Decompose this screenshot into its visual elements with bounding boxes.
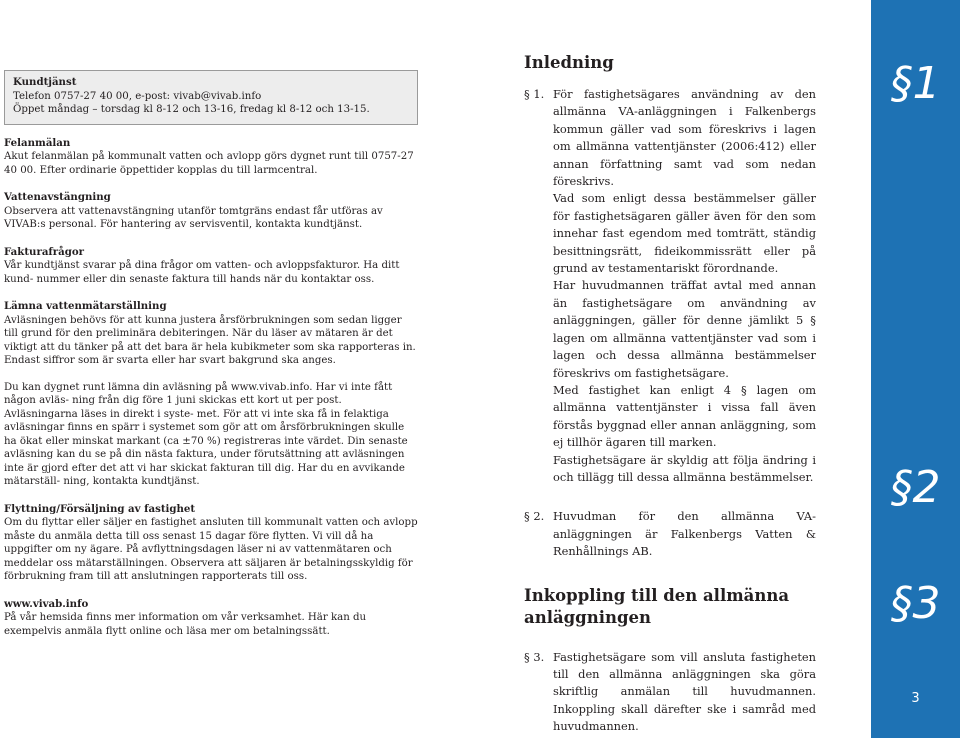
paragraph-2-number: § 2. xyxy=(524,509,545,524)
section-marker-2: §2 xyxy=(890,462,941,513)
regulations-column xyxy=(524,52,816,736)
water-shutoff-text: Observera att vattenavstängning utanför tomtgräns endast får utföras av VIVAB:s personal. För hantering av servisventil, kontakta kundtjänst. xyxy=(4,205,383,230)
page-number: 3 xyxy=(911,691,920,706)
website-text: På vår hemsida finns mer information om vår verksamhet. Här kan du exempelvis anmäla flytt online och läsa mer om betalningssätt. xyxy=(4,612,367,637)
section-sidebar xyxy=(871,0,960,738)
fault-report-heading: Felanmälan xyxy=(4,136,71,149)
paragraph-2 xyxy=(524,508,816,560)
paragraph-3-number: § 3. xyxy=(524,649,545,664)
paragraph-1-text-5: Fastighetsägare är skyldig att följa ändring i och tillägg till dessa allmänna bestämmelser. xyxy=(553,452,816,484)
section-marker-3: §3 xyxy=(890,578,941,629)
paragraph-1 xyxy=(524,86,816,486)
section-marker-1: §1 xyxy=(890,58,941,109)
paragraph-2-text: Huvudman för den allmänna VA-anläggningen är Falkenbergs Vatten & Renhållnings AB. xyxy=(553,509,816,559)
paragraph-1-text-2: Vad som enligt dessa bestämmelser gäller för fastighetsägaren gäller även för den som innehar fast egendom med tomträtt, ständig besittningsrätt, fideikommissrätt eller på grund av testamentariskt förordnande. xyxy=(553,191,816,276)
website-link[interactable]: www.vivab.info xyxy=(4,597,89,610)
moving-text: Om du flyttar eller säljer en fastighet ansluten till kommunalt vatten och avlopp måste du anmäla detta till oss senast 15 dagar före flytten. Vi vill då ha uppgifter om ny ägare. På avflyttningsdagen läser ni av vattenmätaren och meddelar oss mätarställningen. Observera att säljaren är betalningsskyldig för förbrukning fram till att anslutningen rapporterats till oss. xyxy=(4,517,418,582)
paragraph-3-text: Fastighetsägare som vill ansluta fastigheten till den allmänna anläggningen ska göra skriftlig anmälan till huvudmannen. Inkoppling skall därefter ske i samråd med huvudmannen. xyxy=(553,649,816,734)
invoice-questions-text: Vår kundtjänst svarar på dina frågor om vatten- och avloppsfakturor. Ha ditt kund- nummer eller din senaste faktura till hands när du kontaktar oss. xyxy=(4,260,400,285)
contact-box xyxy=(4,70,418,125)
paragraph-1-text-3: Har huvudmannen träffat avtal med annan än fastighetsägare om användning av anläggningen, gäller för denne jämlikt 5 § lagen om allmänna vattentjänster vad som i lagen och dessa allmänna bestämmelser föreskrivs om fastighetsägare. xyxy=(553,278,816,380)
contact-phone-email: Telefon 0757-27 40 00, e-post: vivab@vivab.info xyxy=(13,90,262,102)
water-shutoff-heading: Vattenavstängning xyxy=(4,191,111,203)
meter-reading-section xyxy=(4,300,418,489)
website-section xyxy=(4,598,418,639)
contact-opening-hours: Öppet måndag – torsdag kl 8-12 och 13-16, fredag kl 8-12 och 13-15. xyxy=(13,104,370,115)
moving-section xyxy=(4,503,418,584)
meter-reading-text-1: Avläsningen behövs för att kunna justera årsförbrukningen som sedan ligger till grund för den preliminära debiteringen. När du läser av mätaren är det viktigt att du tänker på att det bara är hela kubikmeter som ska rapporteras in. Endast siffror som är svarta eller har svart bakgrund ska anges. xyxy=(4,314,416,366)
intro-heading: Inledning xyxy=(524,53,614,72)
meter-reading-text-2: Du kan dygnet runt lämna din avläsning på www.vivab.info. Har vi inte fått någon avläs- ning från dig före 1 juni skickas ett kort ut per post. Avläsningarna läses in direkt i syste- met. För att vi inte ska få in felaktiga avläsningar finns en spärr i systemet som gör att om årsförbrukningen skulle ha ökat eller minskat markant (ca ±70 %) registreras inte värdet. Din senaste avläsning kan du se på din nästa faktura, under förutsättning att avläsningen inte är gjord efter det att vi har skickat fakturan till dig. Har du en avvikande mätarställ- ning, kontakta kundtjänst. xyxy=(4,381,408,487)
invoice-questions-heading: Fakturafrågor xyxy=(4,245,85,258)
fault-report-section xyxy=(4,137,418,178)
paragraph-1-number: § 1. xyxy=(524,87,545,101)
water-shutoff-section xyxy=(4,191,418,232)
paragraph-1-text-1: För fastighetsägares användning av den allmänna VA-anläggningen i Falkenbergs kommun gäller vad som föreskrivs i lagen om allmänna vattentjänster (2006:412) eller annan författning samt vad som nedan föreskrivs. xyxy=(553,87,816,189)
fault-report-text: Akut felanmälan på kommunalt vatten och avlopp görs dygnet runt till 0757-27 40 00. Efter ordinarie öppettider kopplas du till larmcentral. xyxy=(4,151,414,176)
connection-heading: Inkoppling till den allmänna anläggningen xyxy=(524,585,790,627)
invoice-questions-section xyxy=(4,246,418,287)
meter-reading-heading: Lämna vattenmätarställning xyxy=(4,300,167,312)
customer-info-column xyxy=(4,70,418,638)
moving-heading: Flyttning/Försäljning av fastighet xyxy=(4,502,196,515)
paragraph-1-text-4: Med fastighet kan enligt 4 § lagen om allmänna vattentjänster i vissa fall även förstås byggnad eller annan anläggning, som ej tillhör ägaren till marken. xyxy=(553,382,816,450)
paragraph-3 xyxy=(524,649,816,736)
contact-title: Kundtjänst xyxy=(13,76,77,88)
